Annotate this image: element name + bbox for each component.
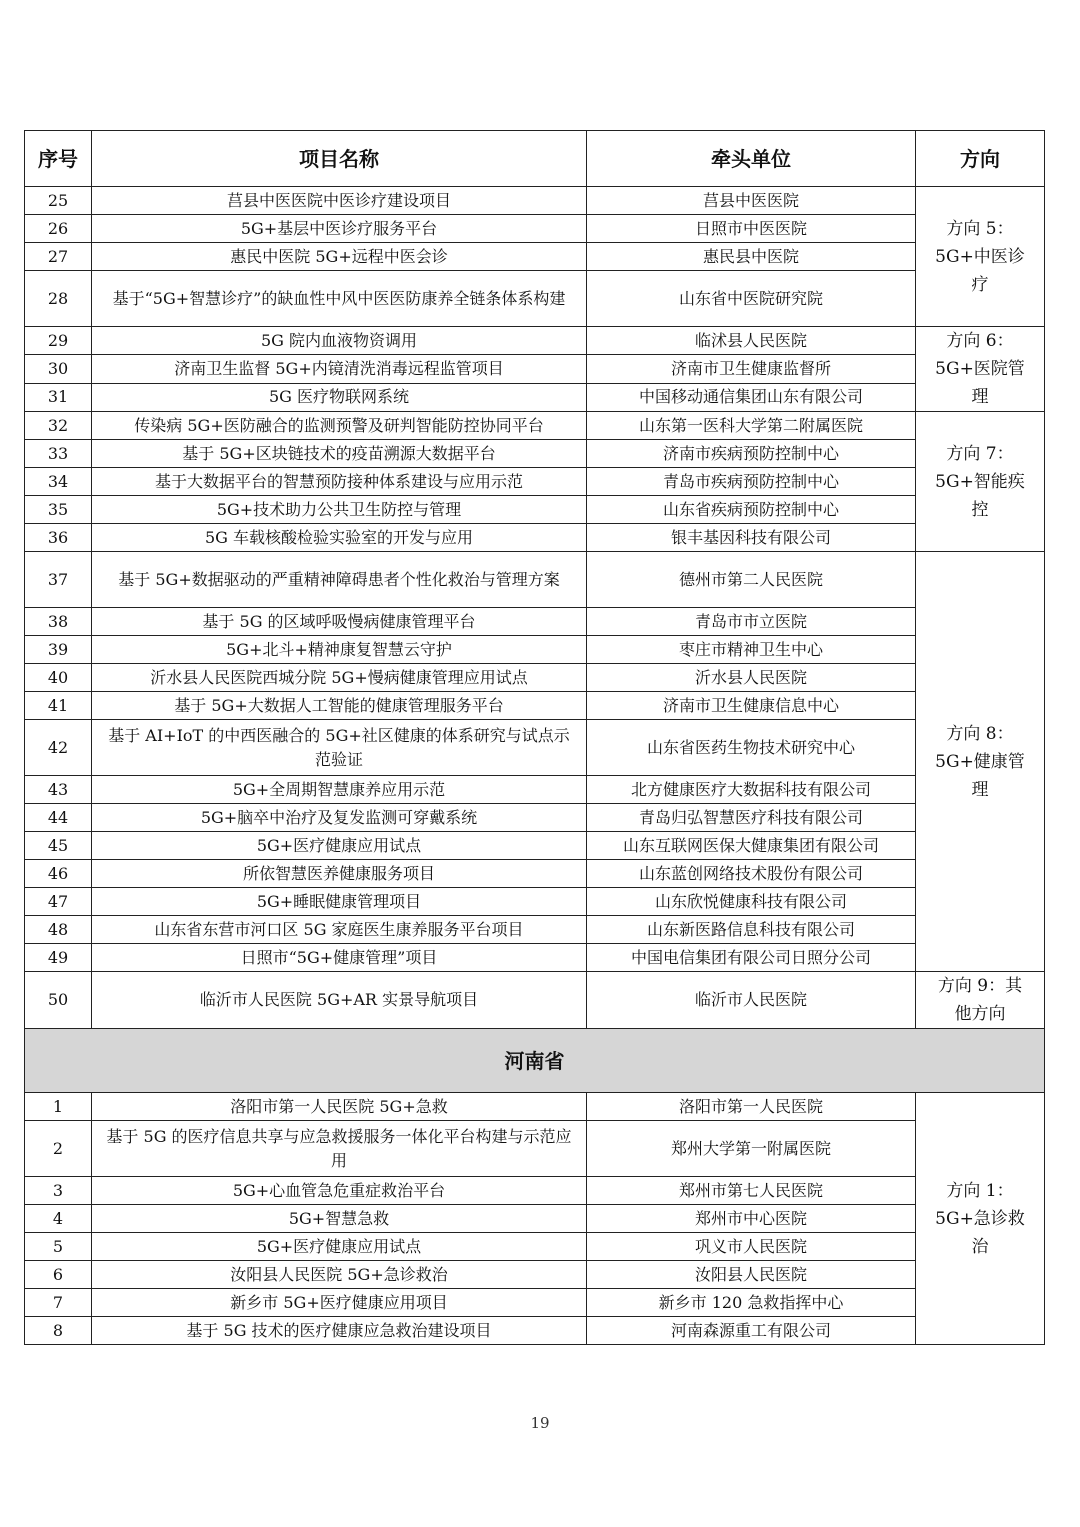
- cell-unit: 德州市第二人民医院: [587, 552, 916, 608]
- cell-unit: 山东省中医院研究院: [587, 271, 916, 327]
- cell-name: 5G+基层中医诊疗服务平台: [92, 215, 587, 243]
- cell-unit: 枣庄市精神卫生中心: [587, 636, 916, 664]
- cell-direction: 方向 7：5G+智能疾控: [916, 412, 1045, 552]
- cell-name: 基于 5G+数据驱动的严重精神障碍患者个性化救治与管理方案: [92, 552, 587, 608]
- cell-name: 5G+脑卒中治疗及复发监测可穿戴系统: [92, 804, 587, 832]
- cell-seq: 2: [25, 1121, 92, 1177]
- cell-seq: 39: [25, 636, 92, 664]
- cell-seq: 4: [25, 1205, 92, 1233]
- cell-seq: 41: [25, 692, 92, 720]
- cell-name: 日照市“5G+健康管理”项目: [92, 944, 587, 972]
- cell-name: 基于大数据平台的智慧预防接种体系建设与应用示范: [92, 468, 587, 496]
- table-row: [25, 720, 1045, 776]
- cell-seq: 1: [25, 1093, 92, 1121]
- cell-unit: 莒县中医医院: [587, 187, 916, 215]
- table-row: [25, 1205, 1045, 1233]
- cell-name: 莒县中医医院中医诊疗建设项目: [92, 187, 587, 215]
- cell-name: 新乡市 5G+医疗健康应用项目: [92, 1289, 587, 1317]
- table-row: [25, 636, 1045, 664]
- cell-name: 5G+全周期智慧康养应用示范: [92, 776, 587, 804]
- province-title: 河南省: [25, 1029, 1045, 1093]
- cell-seq: 28: [25, 271, 92, 327]
- table-row: [25, 944, 1045, 972]
- table-row: [25, 1289, 1045, 1317]
- cell-name: 山东省东营市河口区 5G 家庭医生康养服务平台项目: [92, 916, 587, 944]
- table-row: [25, 1261, 1045, 1289]
- cell-name: 所依智慧医养健康服务项目: [92, 860, 587, 888]
- cell-unit: 临沭县人民医院: [587, 327, 916, 355]
- cell-name: 基于 AI+IoT 的中西医融合的 5G+社区健康的体系研究与试点示范验证: [92, 720, 587, 776]
- cell-seq: 31: [25, 383, 92, 411]
- cell-seq: 45: [25, 832, 92, 860]
- table-row: [25, 664, 1045, 692]
- table-row: [25, 1233, 1045, 1261]
- cell-name: 5G+智慧急救: [92, 1205, 587, 1233]
- cell-name: 基于 5G+大数据人工智能的健康管理服务平台: [92, 692, 587, 720]
- table-row: [25, 496, 1045, 524]
- cell-seq: 36: [25, 524, 92, 552]
- cell-seq: 34: [25, 468, 92, 496]
- cell-seq: 33: [25, 440, 92, 468]
- cell-name: 5G 车载核酸检验实验室的开发与应用: [92, 524, 587, 552]
- cell-unit: 汝阳县人民医院: [587, 1261, 916, 1289]
- table-row: [25, 1317, 1045, 1345]
- cell-name: 5G+睡眠健康管理项目: [92, 888, 587, 916]
- cell-name: 传染病 5G+医防融合的监测预警及研判智能防控协同平台: [92, 412, 587, 440]
- table-row: [25, 243, 1045, 271]
- cell-unit: 北方健康医疗大数据科技有限公司: [587, 776, 916, 804]
- cell-unit: 洛阳市第一人民医院: [587, 1093, 916, 1121]
- cell-seq: 48: [25, 916, 92, 944]
- cell-unit: 山东省医药生物技术研究中心: [587, 720, 916, 776]
- cell-name: 5G+心血管急危重症救治平台: [92, 1177, 587, 1205]
- cell-direction: 方向 1：5G+急诊救治: [916, 1093, 1045, 1345]
- table-row: [25, 271, 1045, 327]
- cell-seq: 3: [25, 1177, 92, 1205]
- table-row: [25, 1177, 1045, 1205]
- table-row: [25, 383, 1045, 411]
- table-row: [25, 776, 1045, 804]
- header-name: 项目名称: [92, 131, 587, 187]
- cell-unit: 青岛市市立医院: [587, 608, 916, 636]
- cell-direction: 方向 9：其他方向: [916, 972, 1045, 1029]
- cell-name: 5G 院内血液物资调用: [92, 327, 587, 355]
- header-seq: 序号: [25, 131, 92, 187]
- cell-unit: 新乡市 120 急救指挥中心: [587, 1289, 916, 1317]
- table-row: [25, 327, 1045, 355]
- cell-seq: 44: [25, 804, 92, 832]
- cell-unit: 中国移动通信集团山东有限公司: [587, 383, 916, 411]
- cell-unit: 郑州大学第一附属医院: [587, 1121, 916, 1177]
- cell-seq: 32: [25, 412, 92, 440]
- table-row: [25, 187, 1045, 215]
- table-row: [25, 412, 1045, 440]
- cell-name: 5G+北斗+精神康复智慧云守护: [92, 636, 587, 664]
- cell-direction: 方向 8：5G+健康管理: [916, 552, 1045, 972]
- cell-name: 基于 5G+区块链技术的疫苗溯源大数据平台: [92, 440, 587, 468]
- cell-unit: 青岛市疾病预防控制中心: [587, 468, 916, 496]
- header-unit: 牵头单位: [587, 131, 916, 187]
- cell-name: 基于 5G 技术的医疗健康应急救治建设项目: [92, 1317, 587, 1345]
- header-direction: 方向: [916, 131, 1045, 187]
- header-row: [25, 131, 1045, 187]
- table-row: [25, 608, 1045, 636]
- cell-seq: 8: [25, 1317, 92, 1345]
- cell-unit: 沂水县人民医院: [587, 664, 916, 692]
- province-header-row: [25, 1029, 1045, 1093]
- cell-name: 惠民中医院 5G+远程中医会诊: [92, 243, 587, 271]
- cell-unit: 临沂市人民医院: [587, 972, 916, 1029]
- cell-unit: 巩义市人民医院: [587, 1233, 916, 1261]
- cell-seq: 40: [25, 664, 92, 692]
- cell-unit: 中国电信集团有限公司日照分公司: [587, 944, 916, 972]
- table-row: [25, 524, 1045, 552]
- cell-seq: 29: [25, 327, 92, 355]
- table-row: [25, 215, 1045, 243]
- cell-unit: 济南市卫生健康监督所: [587, 355, 916, 383]
- cell-seq: 50: [25, 972, 92, 1029]
- cell-name: 基于 5G 的医疗信息共享与应急救援服务一体化平台构建与示范应用: [92, 1121, 587, 1177]
- project-table: [24, 130, 1045, 1345]
- cell-unit: 山东新医路信息科技有限公司: [587, 916, 916, 944]
- cell-name: 洛阳市第一人民医院 5G+急救: [92, 1093, 587, 1121]
- cell-seq: 26: [25, 215, 92, 243]
- table-row: [25, 355, 1045, 383]
- table-row: [25, 440, 1045, 468]
- cell-seq: 25: [25, 187, 92, 215]
- cell-seq: 7: [25, 1289, 92, 1317]
- table-row: [25, 468, 1045, 496]
- cell-unit: 山东第一医科大学第二附属医院: [587, 412, 916, 440]
- cell-name: 5G+技术助力公共卫生防控与管理: [92, 496, 587, 524]
- cell-unit: 山东省疾病预防控制中心: [587, 496, 916, 524]
- table-row: [25, 888, 1045, 916]
- cell-name: 5G 医疗物联网系统: [92, 383, 587, 411]
- cell-unit: 青岛归弘智慧医疗科技有限公司: [587, 804, 916, 832]
- page-number: 19: [530, 1414, 550, 1432]
- cell-unit: 郑州市第七人民医院: [587, 1177, 916, 1205]
- table-row: [25, 916, 1045, 944]
- cell-unit: 山东欣悦健康科技有限公司: [587, 888, 916, 916]
- cell-unit: 济南市卫生健康信息中心: [587, 692, 916, 720]
- cell-seq: 30: [25, 355, 92, 383]
- cell-seq: 43: [25, 776, 92, 804]
- cell-direction: 方向 6：5G+医院管理: [916, 327, 1045, 412]
- cell-seq: 37: [25, 552, 92, 608]
- cell-name: 5G+医疗健康应用试点: [92, 832, 587, 860]
- cell-unit: 山东互联网医保大健康集团有限公司: [587, 832, 916, 860]
- cell-unit: 郑州市中心医院: [587, 1205, 916, 1233]
- cell-name: 沂水县人民医院西城分院 5G+慢病健康管理应用试点: [92, 664, 587, 692]
- table-row: [25, 552, 1045, 608]
- cell-name: 基于 5G 的区域呼吸慢病健康管理平台: [92, 608, 587, 636]
- table-row: [25, 692, 1045, 720]
- cell-unit: 惠民县中医院: [587, 243, 916, 271]
- table-row: [25, 1093, 1045, 1121]
- cell-seq: 27: [25, 243, 92, 271]
- cell-seq: 5: [25, 1233, 92, 1261]
- cell-name: 济南卫生监督 5G+内镜清洗消毒远程监管项目: [92, 355, 587, 383]
- table-row: [25, 1121, 1045, 1177]
- table-row: [25, 972, 1045, 1029]
- cell-unit: 银丰基因科技有限公司: [587, 524, 916, 552]
- cell-name: 5G+医疗健康应用试点: [92, 1233, 587, 1261]
- cell-seq: 47: [25, 888, 92, 916]
- cell-seq: 38: [25, 608, 92, 636]
- cell-name: 临沂市人民医院 5G+AR 实景导航项目: [92, 972, 587, 1029]
- table-row: [25, 804, 1045, 832]
- cell-seq: 46: [25, 860, 92, 888]
- table-row: [25, 832, 1045, 860]
- cell-direction: 方向 5：5G+中医诊疗: [916, 187, 1045, 327]
- cell-name: 汝阳县人民医院 5G+急诊救治: [92, 1261, 587, 1289]
- cell-unit: 河南森源重工有限公司: [587, 1317, 916, 1345]
- cell-unit: 日照市中医医院: [587, 215, 916, 243]
- cell-seq: 49: [25, 944, 92, 972]
- cell-seq: 35: [25, 496, 92, 524]
- cell-seq: 42: [25, 720, 92, 776]
- table-row: [25, 860, 1045, 888]
- cell-unit: 济南市疾病预防控制中心: [587, 440, 916, 468]
- cell-seq: 6: [25, 1261, 92, 1289]
- cell-name: 基于“5G+智慧诊疗”的缺血性中风中医医防康养全链条体系构建: [92, 271, 587, 327]
- cell-unit: 山东蓝创网络技术股份有限公司: [587, 860, 916, 888]
